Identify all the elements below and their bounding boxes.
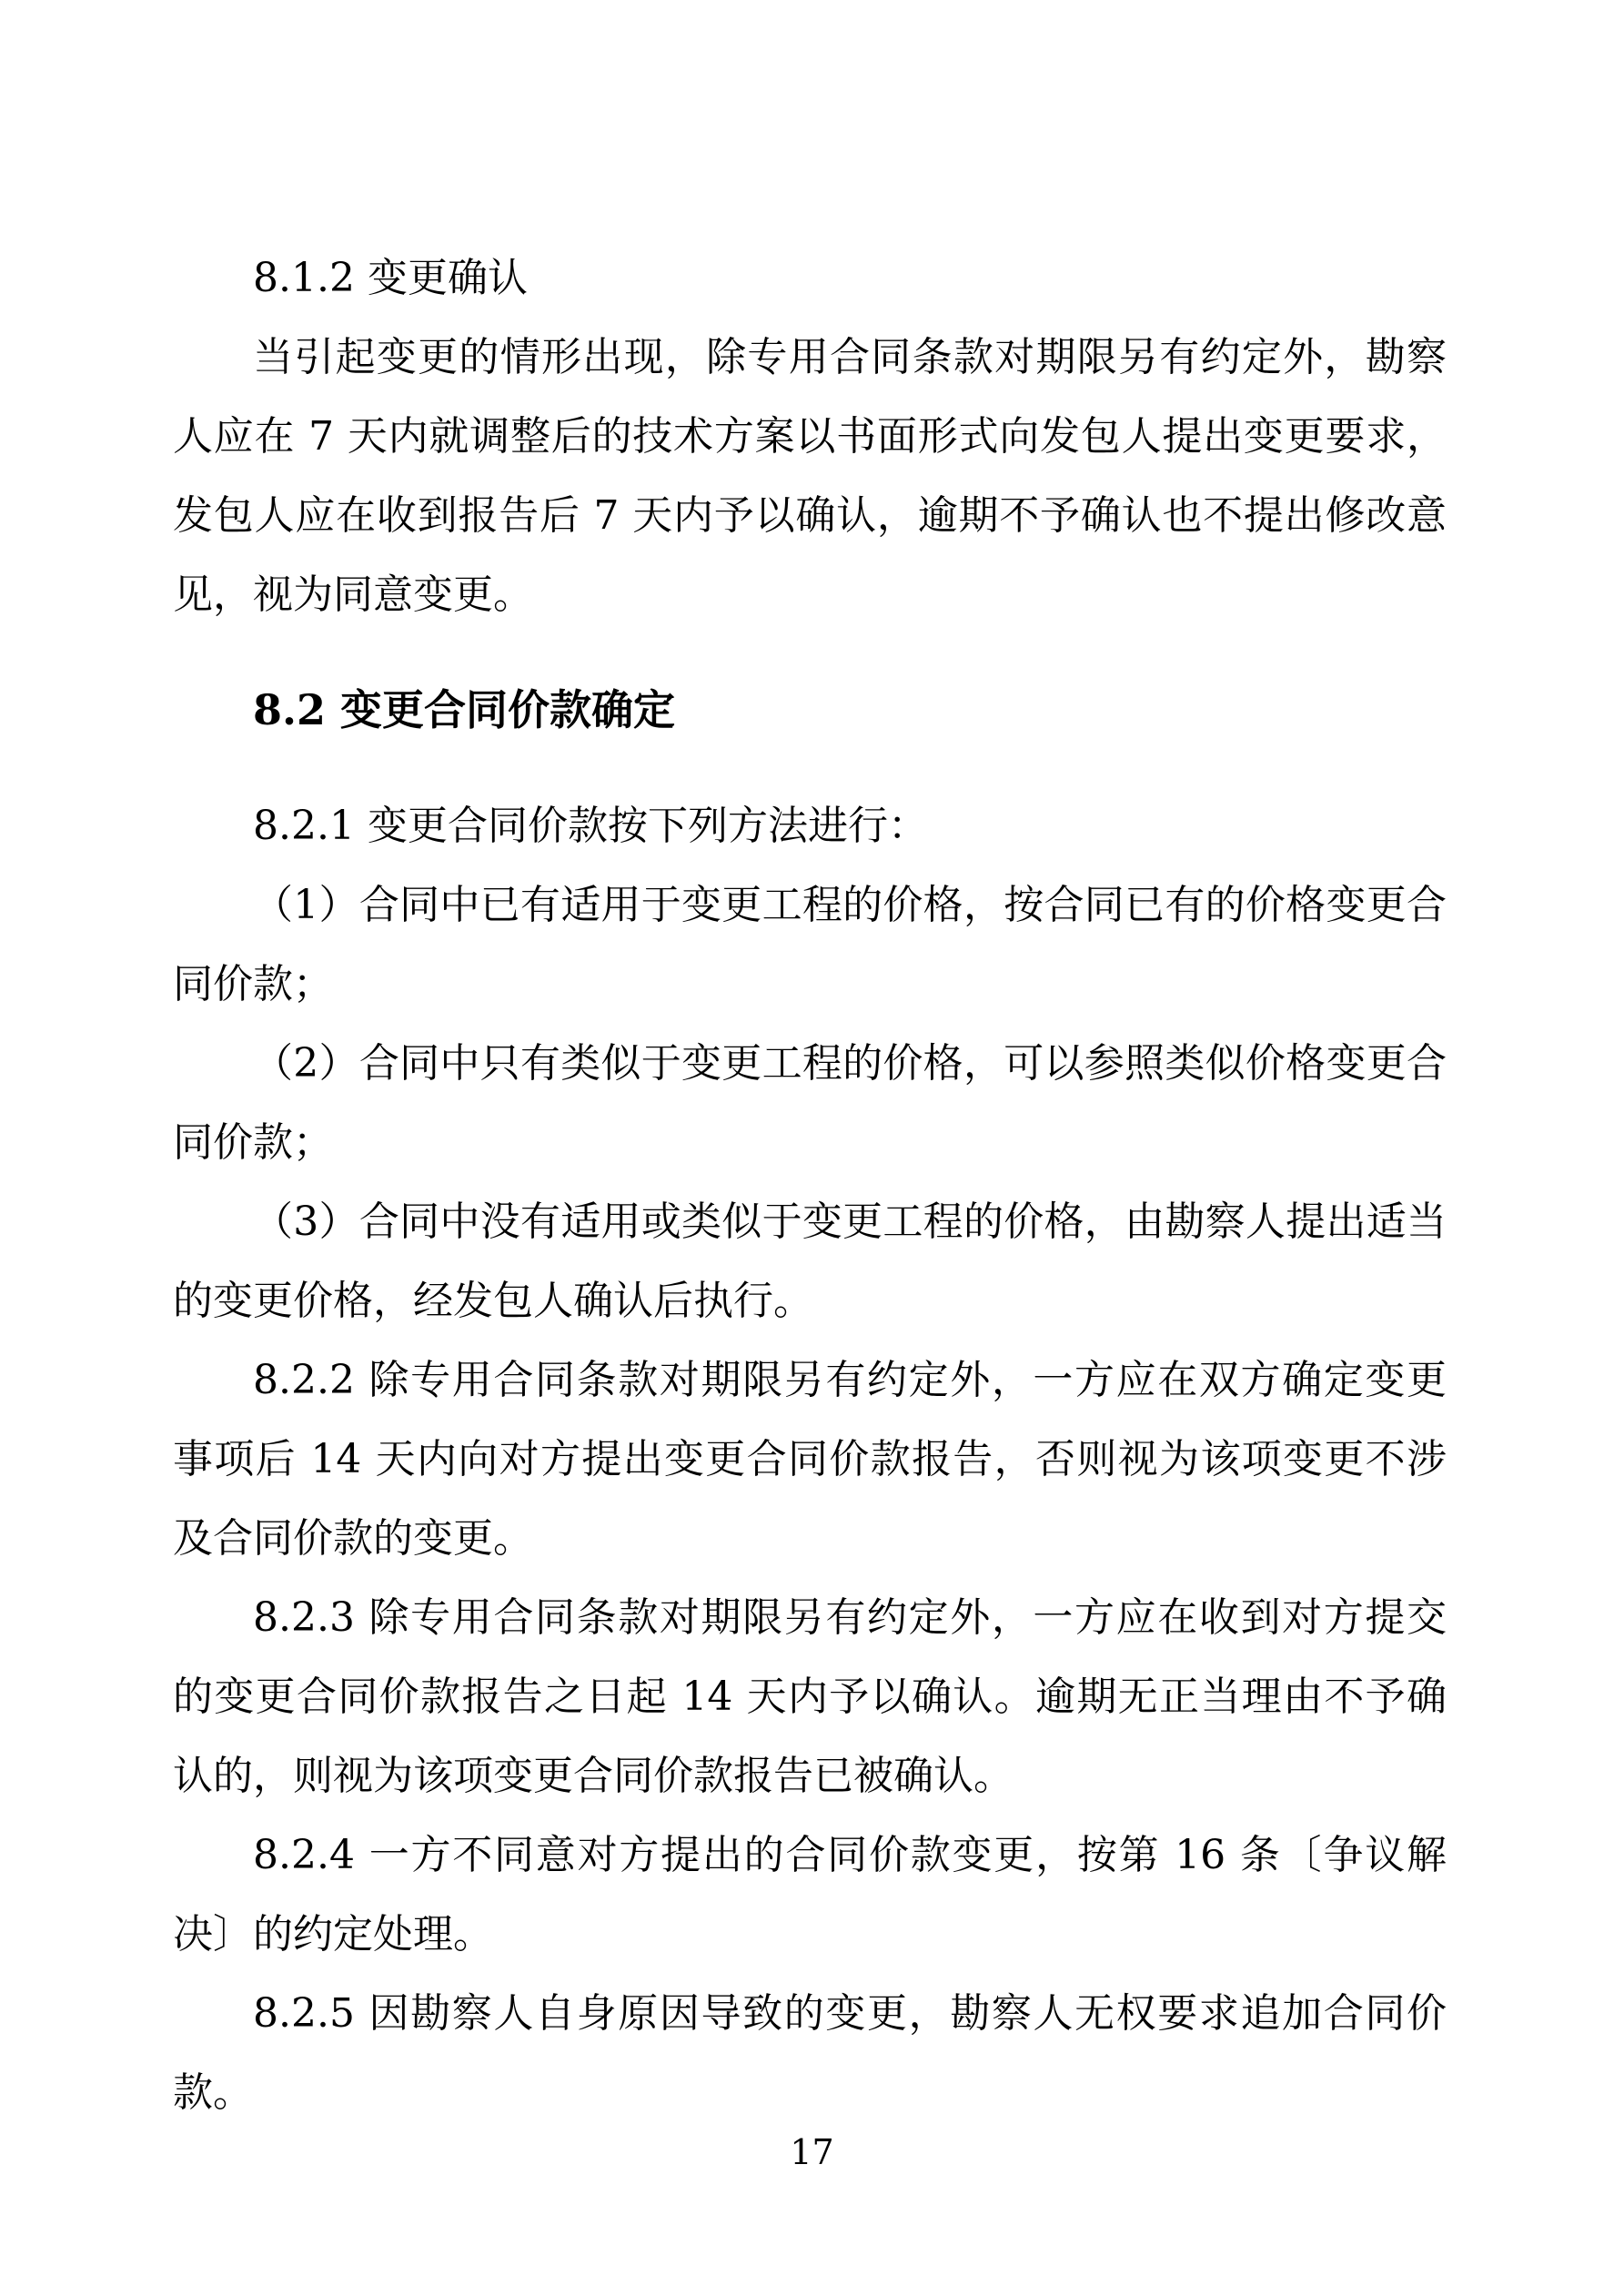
- clause-8-1-2-body: 当引起变更的情形出现，除专用合同条款对期限另有约定外，勘察人应在 7 天内就调整后的技术方案以书面形式向发包人提出变更要求，发包人应在收到报告后 7 天内予以确认，逾期不予确认也不提出修改意见，视为同意变更。: [173, 334, 1447, 618]
- clause-8-2-3: 8.2.3 除专用合同条款对期限另有约定外，一方应在收到对方提交的变更合同价款报告之日起 14 天内予以确认。逾期无正当理由不予确认的，则视为该项变更合同价款报告已被确认。: [173, 1594, 1447, 1799]
- clause-8-2-2: 8.2.2 除专用合同条款对期限另有约定外，一方应在双方确定变更事项后 14 天内向对方提出变更合同价款报告，否则视为该项变更不涉及合同价款的变更。: [173, 1357, 1447, 1562]
- clause-8-2-1: 8.2.1 变更合同价款按下列方法进行：: [253, 803, 928, 849]
- clause-8-2-5: 8.2.5 因勘察人自身原因导致的变更，勘察人无权要求追加合同价款。: [173, 1990, 1447, 2116]
- clause-8-2-1-item-1: （1）合同中已有适用于变更工程的价格，按合同已有的价格变更合同价款；: [173, 882, 1447, 1007]
- page-number: 17: [790, 2132, 834, 2172]
- clause-8-1-2-heading: 8.1.2 变更确认: [253, 255, 528, 301]
- clause-8-2-4: 8.2.4 一方不同意对方提出的合同价款变更，按第 16 条〔争议解决〕的约定处理。: [173, 1832, 1447, 1957]
- clause-8-2-1-item-2: （2）合同中只有类似于变更工程的价格，可以参照类似价格变更合同价款；: [173, 1040, 1447, 1166]
- clause-8-2-1-item-3: （3）合同中没有适用或类似于变更工程的价格，由勘察人提出适当的变更价格，经发包人确认后执行。: [173, 1199, 1447, 1324]
- section-8-2-heading: 8.2 变更合同价款确定: [253, 685, 676, 734]
